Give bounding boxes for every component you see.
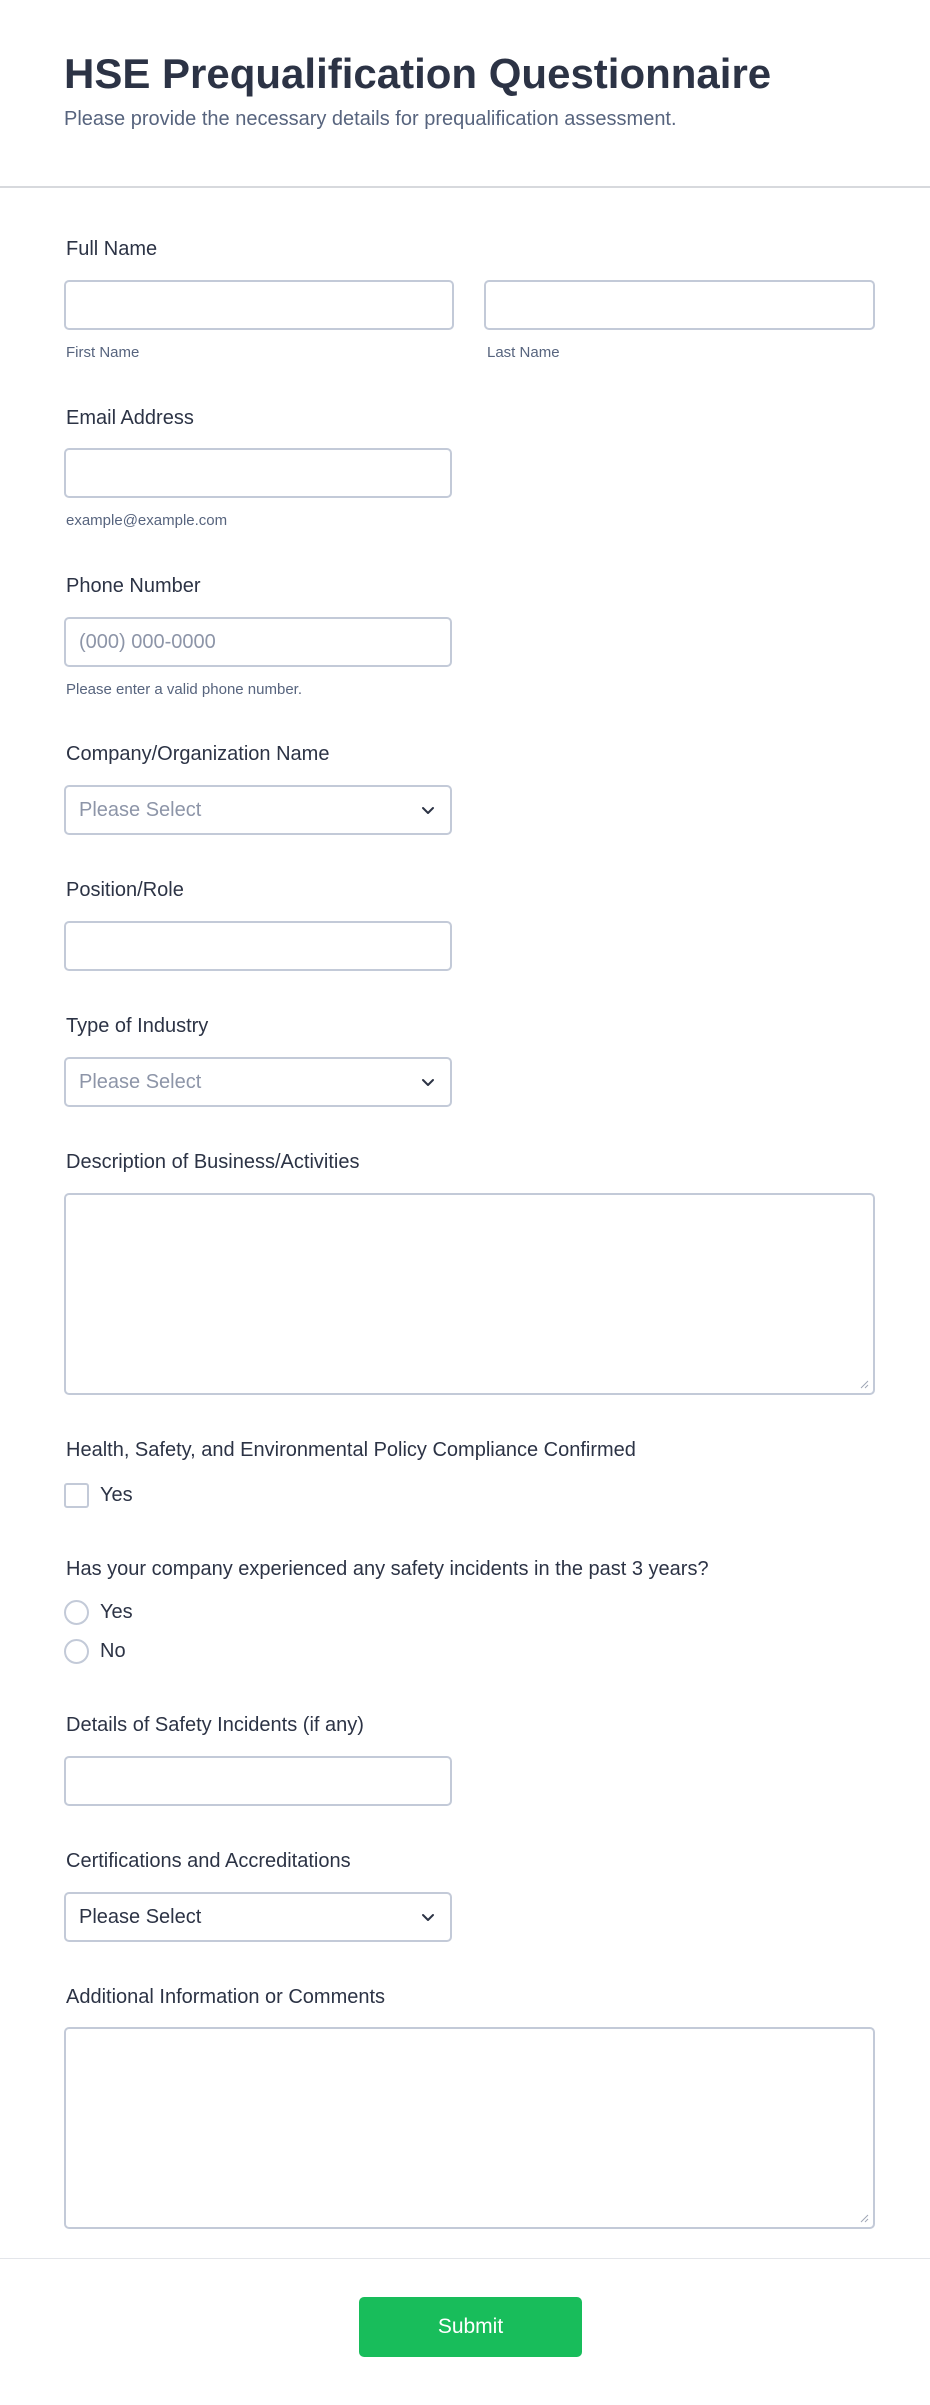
- resize-handle-icon[interactable]: [859, 1379, 869, 1389]
- form-footer: [0, 2258, 930, 2405]
- incidents-no-radio[interactable]: [64, 1639, 89, 1664]
- industry-select[interactable]: [64, 1057, 452, 1107]
- first-name-input[interactable]: [64, 280, 454, 330]
- industry-selected-value: Please Select: [79, 1070, 202, 1093]
- description-textarea[interactable]: [64, 1193, 875, 1395]
- phone-helper: Please enter a valid phone number.: [66, 681, 302, 698]
- certifications-select[interactable]: [64, 1892, 452, 1942]
- policy-yes-label: Yes: [100, 1484, 133, 1506]
- company-selected-value: Please Select: [79, 798, 202, 821]
- incidents-yes-label: Yes: [100, 1601, 133, 1623]
- last-name-input[interactable]: [484, 280, 875, 330]
- company-label: Company/Organization Name: [66, 743, 330, 765]
- form-title: HSE Prequalification Questionnaire: [64, 50, 772, 97]
- comments-textarea[interactable]: [64, 2027, 875, 2229]
- incident-details-label: Details of Safety Incidents (if any): [66, 1714, 364, 1736]
- industry-label: Type of Industry: [66, 1015, 209, 1037]
- position-input[interactable]: [64, 921, 452, 971]
- chevron-down-icon: [420, 802, 436, 818]
- policy-yes-checkbox[interactable]: [64, 1483, 89, 1508]
- form-subtitle: Please provide the necessary details for prequalification assessment.: [64, 108, 677, 130]
- form-header: [0, 0, 930, 188]
- incidents-no-label: No: [100, 1640, 126, 1662]
- last-name-helper: Last Name: [487, 344, 560, 361]
- email-input[interactable]: [64, 448, 452, 498]
- description-label: Description of Business/Activities: [66, 1151, 360, 1173]
- certifications-label: Certifications and Accreditations: [66, 1850, 351, 1872]
- resize-handle-icon[interactable]: [859, 2213, 869, 2223]
- incidents-label: Has your company experienced any safety incidents in the past 3 years?: [66, 1558, 709, 1580]
- first-name-helper: First Name: [66, 344, 140, 361]
- company-select[interactable]: [64, 785, 452, 835]
- incident-details-input[interactable]: [64, 1756, 452, 1806]
- submit-button[interactable]: Submit: [359, 2297, 582, 2357]
- certifications-selected-value: Please Select: [79, 1905, 202, 1928]
- chevron-down-icon: [420, 1909, 436, 1925]
- phone-placeholder: (000) 000-0000: [79, 630, 216, 653]
- full-name-label: Full Name: [66, 238, 158, 260]
- comments-label: Additional Information or Comments: [66, 1986, 386, 2008]
- phone-label: Phone Number: [66, 575, 201, 597]
- email-helper: example@example.com: [66, 512, 228, 529]
- email-label: Email Address: [66, 407, 194, 429]
- incidents-yes-radio[interactable]: [64, 1600, 89, 1625]
- chevron-down-icon: [420, 1074, 436, 1090]
- position-label: Position/Role: [66, 879, 184, 901]
- phone-input[interactable]: [64, 617, 452, 667]
- policy-label: Health, Safety, and Environmental Policy Compliance Confirmed: [66, 1439, 636, 1461]
